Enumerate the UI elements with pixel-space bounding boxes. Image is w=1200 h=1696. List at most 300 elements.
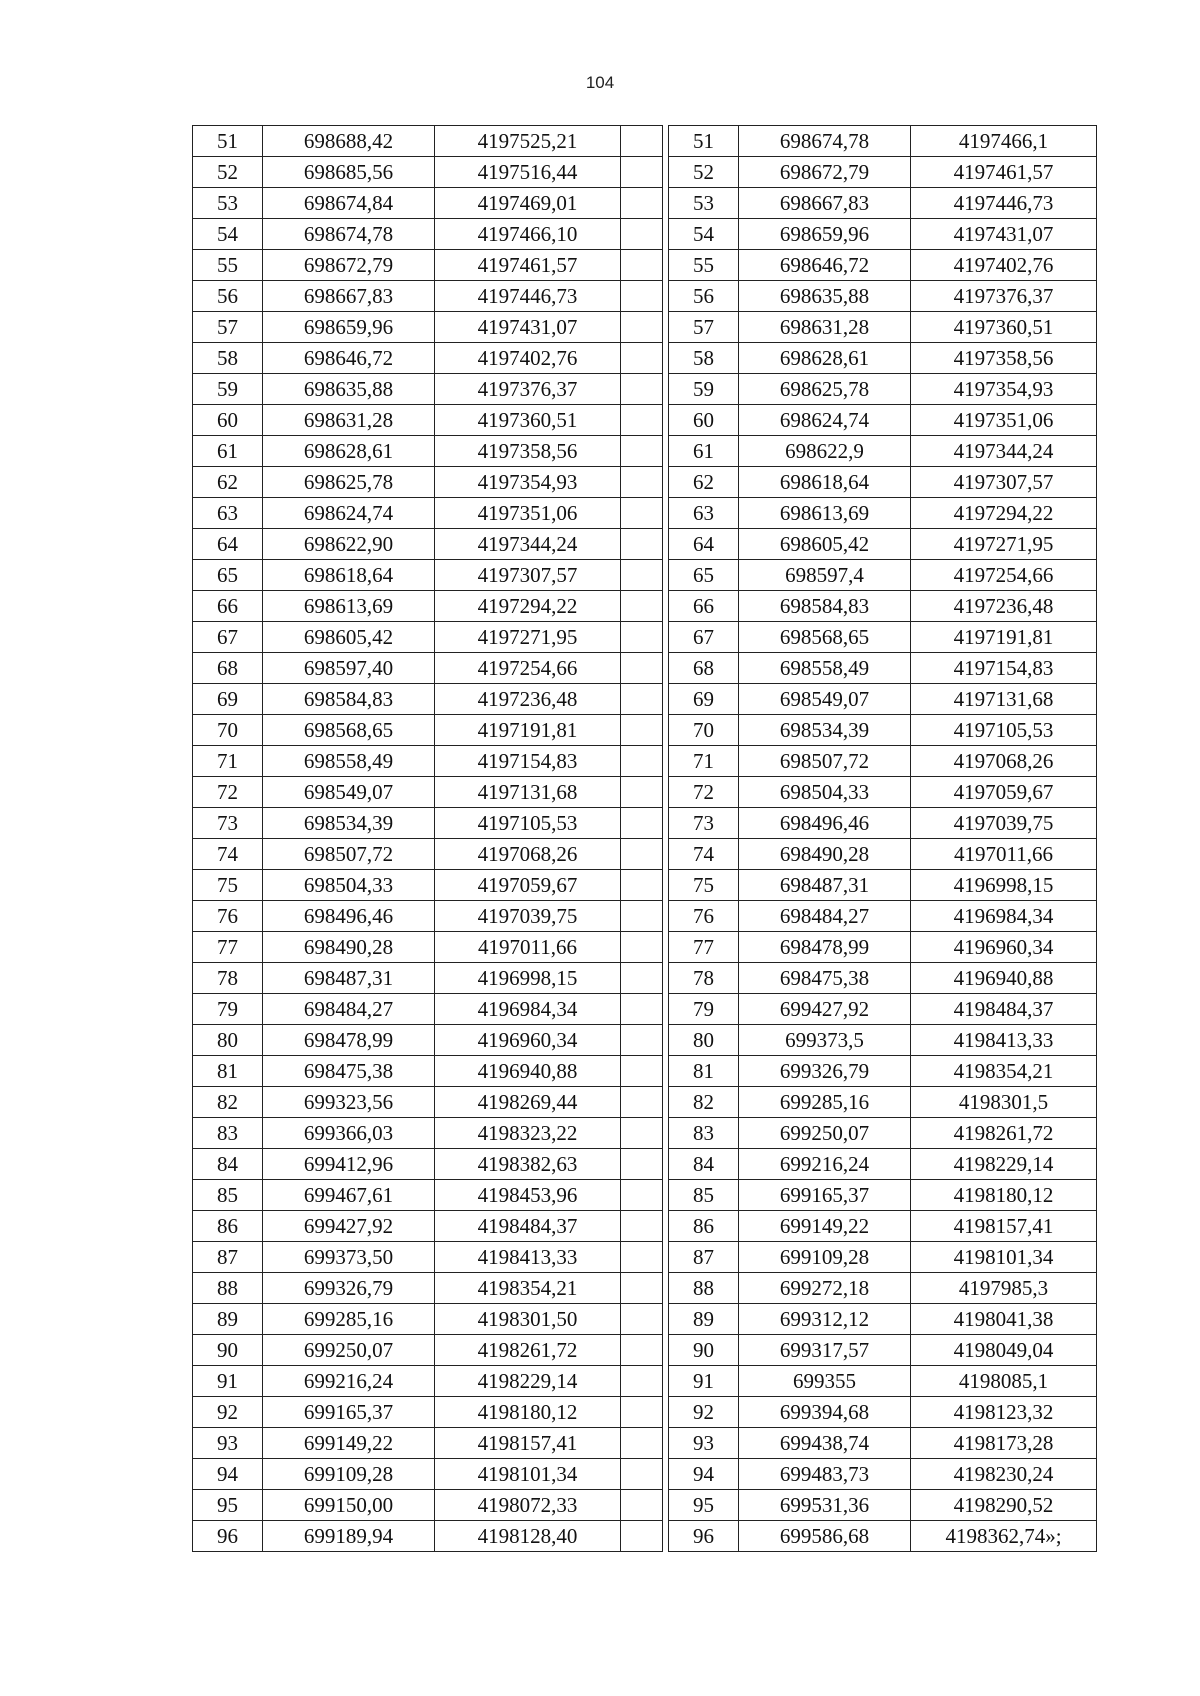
point-number-cell: 63 xyxy=(193,498,263,529)
empty-cell xyxy=(621,126,663,157)
x-coordinate-cell: 698475,38 xyxy=(263,1056,435,1087)
empty-cell xyxy=(621,1242,663,1273)
x-coordinate-cell: 698605,42 xyxy=(263,622,435,653)
point-number-cell: 64 xyxy=(193,529,263,560)
x-coordinate-cell: 699366,03 xyxy=(263,1118,435,1149)
x-coordinate-cell: 699326,79 xyxy=(739,1056,911,1087)
table-row xyxy=(669,1397,1097,1428)
point-number-cell: 69 xyxy=(193,684,263,715)
x-coordinate-cell: 699165,37 xyxy=(263,1397,435,1428)
point-number-cell: 57 xyxy=(193,312,263,343)
table-row xyxy=(193,1025,663,1056)
point-number-cell: 51 xyxy=(669,126,739,157)
x-coordinate-cell: 698558,49 xyxy=(739,653,911,684)
y-coordinate-cell: 4197271,95 xyxy=(911,529,1097,560)
empty-cell xyxy=(621,870,663,901)
y-coordinate-cell: 4197307,57 xyxy=(435,560,621,591)
table-row xyxy=(193,1335,663,1366)
table-row xyxy=(669,1056,1097,1087)
empty-cell xyxy=(621,994,663,1025)
point-number-cell: 63 xyxy=(669,498,739,529)
table-row xyxy=(193,932,663,963)
y-coordinate-cell: 4198229,14 xyxy=(435,1366,621,1397)
point-number-cell: 64 xyxy=(669,529,739,560)
point-number-cell: 69 xyxy=(669,684,739,715)
point-number-cell: 94 xyxy=(669,1459,739,1490)
empty-cell xyxy=(621,622,663,653)
table-row xyxy=(193,188,663,219)
y-coordinate-cell: 4197011,66 xyxy=(435,932,621,963)
y-coordinate-cell: 4197376,37 xyxy=(911,281,1097,312)
table-row xyxy=(669,901,1097,932)
point-number-cell: 96 xyxy=(669,1521,739,1552)
y-coordinate-cell: 4197446,73 xyxy=(435,281,621,312)
x-coordinate-cell: 699165,37 xyxy=(739,1180,911,1211)
x-coordinate-cell: 698487,31 xyxy=(739,870,911,901)
table-row xyxy=(193,591,663,622)
y-coordinate-cell: 4197431,07 xyxy=(911,219,1097,250)
y-coordinate-cell: 4198229,14 xyxy=(911,1149,1097,1180)
point-number-cell: 56 xyxy=(669,281,739,312)
point-number-cell: 89 xyxy=(193,1304,263,1335)
x-coordinate-cell: 698597,40 xyxy=(263,653,435,684)
table-row xyxy=(193,436,663,467)
point-number-cell: 84 xyxy=(193,1149,263,1180)
x-coordinate-cell: 698628,61 xyxy=(739,343,911,374)
table-row xyxy=(193,1521,663,1552)
x-coordinate-cell: 698628,61 xyxy=(263,436,435,467)
table-row xyxy=(193,1273,663,1304)
y-coordinate-cell: 4198413,33 xyxy=(435,1242,621,1273)
point-number-cell: 60 xyxy=(669,405,739,436)
point-number-cell: 85 xyxy=(669,1180,739,1211)
y-coordinate-cell: 4198072,33 xyxy=(435,1490,621,1521)
table-row xyxy=(669,1211,1097,1242)
y-coordinate-cell: 4198101,34 xyxy=(435,1459,621,1490)
table-row xyxy=(669,219,1097,250)
x-coordinate-cell: 698625,78 xyxy=(263,467,435,498)
table-row xyxy=(669,560,1097,591)
y-coordinate-cell: 4198261,72 xyxy=(911,1118,1097,1149)
y-coordinate-cell: 4198354,21 xyxy=(911,1056,1097,1087)
point-number-cell: 90 xyxy=(669,1335,739,1366)
point-number-cell: 95 xyxy=(193,1490,263,1521)
empty-cell xyxy=(621,529,663,560)
point-number-cell: 84 xyxy=(669,1149,739,1180)
x-coordinate-cell: 698622,90 xyxy=(263,529,435,560)
table-row xyxy=(669,1490,1097,1521)
empty-cell xyxy=(621,157,663,188)
point-number-cell: 93 xyxy=(669,1428,739,1459)
table-row xyxy=(669,932,1097,963)
y-coordinate-cell: 4198301,5 xyxy=(911,1087,1097,1118)
y-coordinate-cell: 4197059,67 xyxy=(435,870,621,901)
table-row xyxy=(193,1490,663,1521)
point-number-cell: 75 xyxy=(193,870,263,901)
x-coordinate-cell: 698672,79 xyxy=(739,157,911,188)
table-row xyxy=(669,467,1097,498)
empty-cell xyxy=(621,1149,663,1180)
point-number-cell: 75 xyxy=(669,870,739,901)
point-number-cell: 94 xyxy=(193,1459,263,1490)
empty-cell xyxy=(621,1304,663,1335)
empty-cell xyxy=(621,684,663,715)
empty-cell xyxy=(621,1087,663,1118)
y-coordinate-cell: 4198157,41 xyxy=(911,1211,1097,1242)
point-number-cell: 92 xyxy=(193,1397,263,1428)
table-row xyxy=(193,1366,663,1397)
table-row xyxy=(193,746,663,777)
y-coordinate-cell: 4197358,56 xyxy=(911,343,1097,374)
x-coordinate-cell: 698625,78 xyxy=(739,374,911,405)
point-number-cell: 86 xyxy=(193,1211,263,1242)
table-row xyxy=(193,560,663,591)
x-coordinate-cell: 698624,74 xyxy=(739,405,911,436)
y-coordinate-cell: 4196960,34 xyxy=(911,932,1097,963)
y-coordinate-cell: 4197354,93 xyxy=(435,467,621,498)
y-coordinate-cell: 4197351,06 xyxy=(435,498,621,529)
y-coordinate-cell: 4196984,34 xyxy=(911,901,1097,932)
x-coordinate-cell: 698613,69 xyxy=(263,591,435,622)
y-coordinate-cell: 4197131,68 xyxy=(435,777,621,808)
x-coordinate-cell: 698635,88 xyxy=(263,374,435,405)
empty-cell xyxy=(621,1490,663,1521)
point-number-cell: 60 xyxy=(193,405,263,436)
empty-cell xyxy=(621,746,663,777)
point-number-cell: 72 xyxy=(669,777,739,808)
x-coordinate-cell: 698618,64 xyxy=(739,467,911,498)
table-row xyxy=(669,281,1097,312)
point-number-cell: 73 xyxy=(669,808,739,839)
table-row xyxy=(669,405,1097,436)
point-number-cell: 67 xyxy=(193,622,263,653)
table-row xyxy=(669,1087,1097,1118)
point-number-cell: 90 xyxy=(193,1335,263,1366)
x-coordinate-cell: 698618,64 xyxy=(263,560,435,591)
y-coordinate-cell: 4197402,76 xyxy=(435,343,621,374)
x-coordinate-cell: 698631,28 xyxy=(739,312,911,343)
x-coordinate-cell: 699317,57 xyxy=(739,1335,911,1366)
table-row xyxy=(669,250,1097,281)
x-coordinate-cell: 699285,16 xyxy=(263,1304,435,1335)
table-row xyxy=(193,219,663,250)
point-number-cell: 54 xyxy=(669,219,739,250)
x-coordinate-cell: 698613,69 xyxy=(739,498,911,529)
x-coordinate-cell: 698507,72 xyxy=(739,746,911,777)
point-number-cell: 70 xyxy=(193,715,263,746)
y-coordinate-cell: 4198382,63 xyxy=(435,1149,621,1180)
x-coordinate-cell: 698496,46 xyxy=(263,901,435,932)
table-row xyxy=(669,374,1097,405)
x-coordinate-cell: 699323,56 xyxy=(263,1087,435,1118)
y-coordinate-cell: 4198484,37 xyxy=(435,1211,621,1242)
y-coordinate-cell: 4197402,76 xyxy=(911,250,1097,281)
empty-cell xyxy=(621,1428,663,1459)
point-number-cell: 83 xyxy=(669,1118,739,1149)
y-coordinate-cell: 4197294,22 xyxy=(435,591,621,622)
empty-cell xyxy=(621,188,663,219)
y-coordinate-cell: 4197360,51 xyxy=(911,312,1097,343)
point-number-cell: 80 xyxy=(193,1025,263,1056)
y-coordinate-cell: 4197525,21 xyxy=(435,126,621,157)
x-coordinate-cell: 698584,83 xyxy=(263,684,435,715)
x-coordinate-cell: 698631,28 xyxy=(263,405,435,436)
x-coordinate-cell: 699373,5 xyxy=(739,1025,911,1056)
x-coordinate-cell: 698534,39 xyxy=(739,715,911,746)
point-number-cell: 57 xyxy=(669,312,739,343)
y-coordinate-cell: 4197516,44 xyxy=(435,157,621,188)
table-row xyxy=(193,870,663,901)
table-row xyxy=(193,1397,663,1428)
page-number: 104 xyxy=(585,73,615,92)
empty-cell xyxy=(621,467,663,498)
y-coordinate-cell: 4197105,53 xyxy=(435,808,621,839)
x-coordinate-cell: 699109,28 xyxy=(739,1242,911,1273)
point-number-cell: 91 xyxy=(193,1366,263,1397)
point-number-cell: 73 xyxy=(193,808,263,839)
y-coordinate-cell: 4198484,37 xyxy=(911,994,1097,1025)
y-coordinate-cell: 4197461,57 xyxy=(911,157,1097,188)
point-number-cell: 92 xyxy=(669,1397,739,1428)
x-coordinate-cell: 699483,73 xyxy=(739,1459,911,1490)
empty-cell xyxy=(621,1366,663,1397)
y-coordinate-cell: 4197068,26 xyxy=(911,746,1097,777)
y-coordinate-cell: 4198290,52 xyxy=(911,1490,1097,1521)
table-row xyxy=(669,1242,1097,1273)
y-coordinate-cell: 4197039,75 xyxy=(435,901,621,932)
x-coordinate-cell: 699216,24 xyxy=(263,1366,435,1397)
x-coordinate-cell: 698490,28 xyxy=(739,839,911,870)
x-coordinate-cell: 699531,36 xyxy=(739,1490,911,1521)
x-coordinate-cell: 698672,79 xyxy=(263,250,435,281)
empty-cell xyxy=(621,901,663,932)
x-coordinate-cell: 698534,39 xyxy=(263,808,435,839)
y-coordinate-cell: 4196960,34 xyxy=(435,1025,621,1056)
point-number-cell: 77 xyxy=(193,932,263,963)
point-number-cell: 78 xyxy=(193,963,263,994)
x-coordinate-cell: 698487,31 xyxy=(263,963,435,994)
empty-cell xyxy=(621,932,663,963)
table-row xyxy=(193,374,663,405)
y-coordinate-cell: 4197105,53 xyxy=(911,715,1097,746)
x-coordinate-cell: 698622,9 xyxy=(739,436,911,467)
y-coordinate-cell: 4198157,41 xyxy=(435,1428,621,1459)
table-row xyxy=(669,746,1097,777)
table-row xyxy=(669,126,1097,157)
y-coordinate-cell: 4197236,48 xyxy=(435,684,621,715)
table-row xyxy=(193,1242,663,1273)
table-row xyxy=(669,777,1097,808)
table-row xyxy=(669,436,1097,467)
table-row xyxy=(669,1025,1097,1056)
y-coordinate-cell: 4196984,34 xyxy=(435,994,621,1025)
table-row xyxy=(669,1428,1097,1459)
empty-cell xyxy=(621,498,663,529)
point-number-cell: 66 xyxy=(193,591,263,622)
x-coordinate-cell: 698646,72 xyxy=(263,343,435,374)
x-coordinate-cell: 698584,83 xyxy=(739,591,911,622)
y-coordinate-cell: 4197446,73 xyxy=(911,188,1097,219)
table-row xyxy=(193,901,663,932)
empty-cell xyxy=(621,1118,663,1149)
point-number-cell: 76 xyxy=(669,901,739,932)
point-number-cell: 52 xyxy=(193,157,263,188)
point-number-cell: 51 xyxy=(193,126,263,157)
x-coordinate-cell: 698605,42 xyxy=(739,529,911,560)
point-number-cell: 87 xyxy=(193,1242,263,1273)
x-coordinate-cell: 698504,33 xyxy=(739,777,911,808)
empty-cell xyxy=(621,374,663,405)
x-coordinate-cell: 698475,38 xyxy=(739,963,911,994)
point-number-cell: 68 xyxy=(193,653,263,684)
empty-cell xyxy=(621,1521,663,1552)
table-row xyxy=(669,591,1097,622)
x-coordinate-cell: 698549,07 xyxy=(263,777,435,808)
point-number-cell: 85 xyxy=(193,1180,263,1211)
point-number-cell: 74 xyxy=(193,839,263,870)
y-coordinate-cell: 4197354,93 xyxy=(911,374,1097,405)
table-row xyxy=(193,839,663,870)
point-number-cell: 81 xyxy=(669,1056,739,1087)
point-number-cell: 96 xyxy=(193,1521,263,1552)
table-row xyxy=(669,684,1097,715)
table-row xyxy=(669,529,1097,560)
y-coordinate-cell: 4198269,44 xyxy=(435,1087,621,1118)
x-coordinate-cell: 699312,12 xyxy=(739,1304,911,1335)
y-coordinate-cell: 4196940,88 xyxy=(911,963,1097,994)
y-coordinate-cell: 4198128,40 xyxy=(435,1521,621,1552)
y-coordinate-cell: 4197191,81 xyxy=(435,715,621,746)
x-coordinate-cell: 698549,07 xyxy=(739,684,911,715)
table-row xyxy=(193,994,663,1025)
table-row xyxy=(669,1149,1097,1180)
empty-cell xyxy=(621,250,663,281)
y-coordinate-cell: 4197191,81 xyxy=(911,622,1097,653)
y-coordinate-cell: 4197376,37 xyxy=(435,374,621,405)
table-row xyxy=(193,1087,663,1118)
y-coordinate-cell: 4198173,28 xyxy=(911,1428,1097,1459)
empty-cell xyxy=(621,219,663,250)
x-coordinate-cell: 698478,99 xyxy=(739,932,911,963)
table-row xyxy=(193,1118,663,1149)
table-row xyxy=(193,684,663,715)
coordinates-table-right xyxy=(668,125,1097,1552)
empty-cell xyxy=(621,560,663,591)
point-number-cell: 93 xyxy=(193,1428,263,1459)
point-number-cell: 55 xyxy=(669,250,739,281)
point-number-cell: 79 xyxy=(193,994,263,1025)
empty-cell xyxy=(621,1056,663,1087)
x-coordinate-cell: 698484,27 xyxy=(263,994,435,1025)
empty-cell xyxy=(621,808,663,839)
table-row xyxy=(669,653,1097,684)
coordinates-table-right-body xyxy=(669,126,1097,1552)
table-row xyxy=(669,1180,1097,1211)
x-coordinate-cell: 698597,4 xyxy=(739,560,911,591)
y-coordinate-cell: 4197254,66 xyxy=(911,560,1097,591)
point-number-cell: 71 xyxy=(193,746,263,777)
y-coordinate-cell: 4197154,83 xyxy=(435,746,621,777)
x-coordinate-cell: 698496,46 xyxy=(739,808,911,839)
point-number-cell: 58 xyxy=(193,343,263,374)
y-coordinate-cell: 4197294,22 xyxy=(911,498,1097,529)
table-row xyxy=(193,1459,663,1490)
table-row xyxy=(669,1366,1097,1397)
table-row xyxy=(193,405,663,436)
x-coordinate-cell: 698667,83 xyxy=(263,281,435,312)
y-coordinate-cell: 4198323,22 xyxy=(435,1118,621,1149)
y-coordinate-cell: 4198453,96 xyxy=(435,1180,621,1211)
table-row xyxy=(669,157,1097,188)
point-number-cell: 58 xyxy=(669,343,739,374)
point-number-cell: 55 xyxy=(193,250,263,281)
point-number-cell: 91 xyxy=(669,1366,739,1397)
x-coordinate-cell: 699250,07 xyxy=(739,1118,911,1149)
empty-cell xyxy=(621,405,663,436)
point-number-cell: 54 xyxy=(193,219,263,250)
y-coordinate-cell: 4198362,74»; xyxy=(911,1521,1097,1552)
point-number-cell: 53 xyxy=(193,188,263,219)
x-coordinate-cell: 699586,68 xyxy=(739,1521,911,1552)
point-number-cell: 71 xyxy=(669,746,739,777)
x-coordinate-cell: 698674,78 xyxy=(263,219,435,250)
x-coordinate-cell: 699438,74 xyxy=(739,1428,911,1459)
x-coordinate-cell: 699467,61 xyxy=(263,1180,435,1211)
y-coordinate-cell: 4198413,33 xyxy=(911,1025,1097,1056)
x-coordinate-cell: 698659,96 xyxy=(739,219,911,250)
empty-cell xyxy=(621,591,663,622)
point-number-cell: 62 xyxy=(193,467,263,498)
x-coordinate-cell: 699355 xyxy=(739,1366,911,1397)
table-row xyxy=(193,126,663,157)
table-row xyxy=(193,467,663,498)
table-row xyxy=(193,250,663,281)
x-coordinate-cell: 698659,96 xyxy=(263,312,435,343)
point-number-cell: 70 xyxy=(669,715,739,746)
table-row xyxy=(193,1211,663,1242)
x-coordinate-cell: 698478,99 xyxy=(263,1025,435,1056)
x-coordinate-cell: 698490,28 xyxy=(263,932,435,963)
empty-cell xyxy=(621,1180,663,1211)
x-coordinate-cell: 698685,56 xyxy=(263,157,435,188)
y-coordinate-cell: 4197344,24 xyxy=(911,436,1097,467)
x-coordinate-cell: 698674,84 xyxy=(263,188,435,219)
point-number-cell: 95 xyxy=(669,1490,739,1521)
empty-cell xyxy=(621,777,663,808)
table-row xyxy=(193,1304,663,1335)
table-row xyxy=(193,157,663,188)
point-number-cell: 61 xyxy=(669,436,739,467)
table-row xyxy=(193,963,663,994)
point-number-cell: 79 xyxy=(669,994,739,1025)
table-row xyxy=(669,622,1097,653)
empty-cell xyxy=(621,281,663,312)
y-coordinate-cell: 4197360,51 xyxy=(435,405,621,436)
y-coordinate-cell: 4198354,21 xyxy=(435,1273,621,1304)
point-number-cell: 89 xyxy=(669,1304,739,1335)
y-coordinate-cell: 4197131,68 xyxy=(911,684,1097,715)
x-coordinate-cell: 698568,65 xyxy=(263,715,435,746)
point-number-cell: 80 xyxy=(669,1025,739,1056)
empty-cell xyxy=(621,1273,663,1304)
table-row xyxy=(669,963,1097,994)
table-row xyxy=(669,1304,1097,1335)
table-row xyxy=(669,870,1097,901)
table-row xyxy=(669,1521,1097,1552)
x-coordinate-cell: 699149,22 xyxy=(263,1428,435,1459)
y-coordinate-cell: 4198230,24 xyxy=(911,1459,1097,1490)
point-number-cell: 86 xyxy=(669,1211,739,1242)
